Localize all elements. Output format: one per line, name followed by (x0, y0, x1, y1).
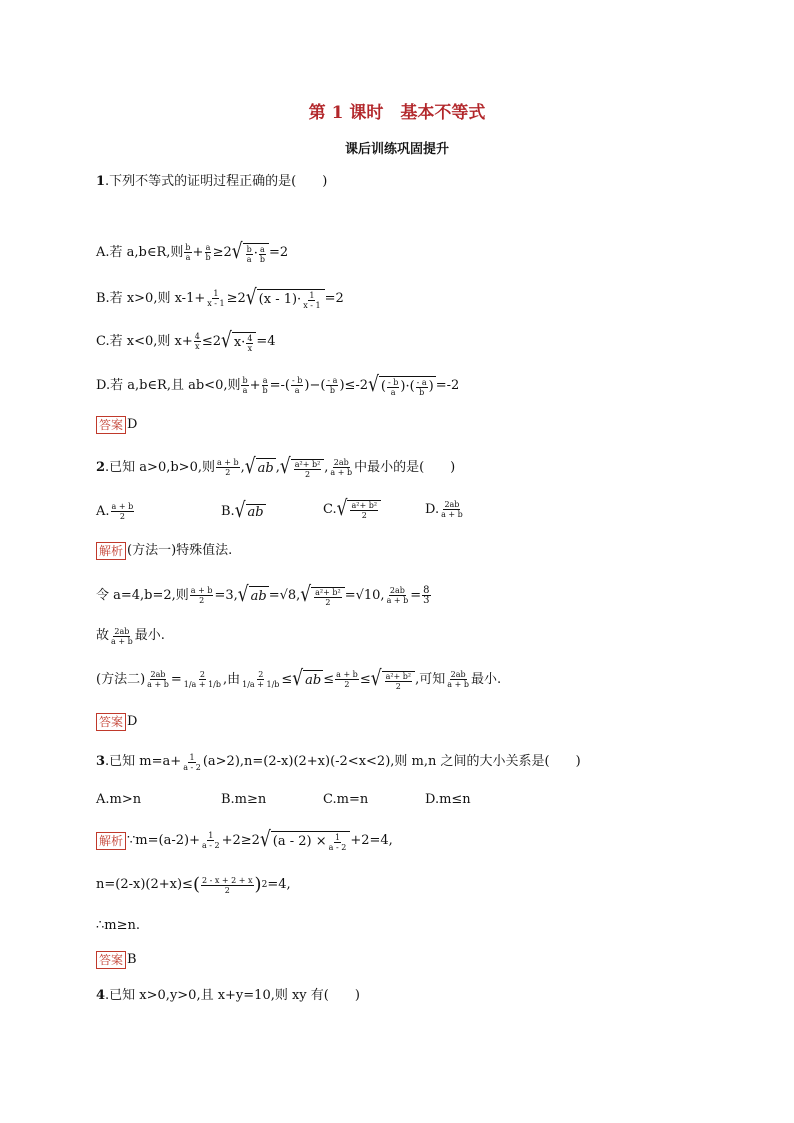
q3-number: 3 (96, 754, 106, 769)
q1-option-b: B.若 x>0,则 x-1+ $\frac{1}{x - 1}$ ≥2 √ (x - 1)· $\frac{1}{x - 1}$ =2 (96, 285, 344, 311)
sqrt: √ ab (292, 666, 322, 692)
q3-option-b-text: B.m≥n (221, 792, 267, 807)
q3-analysis-line1 (96, 829, 393, 852)
q1-option-b-text: B.若 x>0,则 x-1+ (96, 290, 206, 306)
sqrt: √ ab (237, 582, 267, 608)
q3-stem (96, 752, 581, 772)
sqrt: √ ab (234, 497, 264, 523)
answer-badge: 答案 (96, 951, 126, 969)
frac: $\frac{2}{1/a + 1/b}$ (242, 670, 280, 689)
q2-method2-tail: ,可知 (415, 671, 446, 687)
q2-number: 2 (96, 459, 106, 475)
q3-analysis-line2: n=(2-x)(2+x)≤ ( $\frac{2 - x + 2 + x}{2}$ ) 2 =4, (96, 874, 291, 895)
frac: $\frac{2ab}{a + b}$ (330, 458, 353, 477)
frac: $\frac{2ab}{a + b}$ (441, 500, 463, 519)
q1-option-a: A.若 a,b∈R,则 $\frac{b}{a}$ + $\frac{a}{b}$ ≥2 √ $\frac{b}{a}$ · $\frac{a}{b}$ =2 (96, 239, 289, 265)
q2-option-b (221, 497, 266, 523)
q3-option-a-text: A.m>n (96, 792, 142, 807)
page-title: 第 1 课时 基本不等式 (308, 103, 486, 123)
q2-stem: 2 .已知 a>0,b>0,则 $\frac{a + b}{2}$ , √ ab , √ $\frac{\text{a²+ b²}}{2}$ , $\frac{2ab}{a + b}$ 中最小的是( ) (96, 454, 456, 480)
q2-conclusion-tail: 最小. (134, 628, 165, 643)
sqrt: √ $\frac{\text{a²+ b²}}{2}$ (337, 498, 381, 520)
q2-method2-end: 最小. (470, 671, 502, 687)
q3-stem-text: .已知 m=a+ (105, 754, 182, 769)
q2-method1-text: (方法一)特殊值法. (127, 543, 233, 558)
q1-answer (96, 415, 137, 435)
frac: $\frac{8}{3}$ (423, 585, 430, 606)
sqrt: √ (x - 1)· $\frac{1}{x - 1}$ (246, 287, 325, 310)
frac: $\frac{- a}{b}$ (327, 376, 338, 395)
sqrt: √ (a - 2) × $\frac{1}{a - 2}$ (260, 829, 350, 852)
frac: $\frac{1}{a - 2}$ (183, 752, 201, 772)
frac: $\frac{a + b}{2}$ (216, 458, 239, 477)
frac: $\frac{a}{b}$ (262, 376, 268, 395)
sqrt: √ $\frac{\text{a²+ b²}}{2}$ (300, 585, 344, 607)
q3-option-b (221, 790, 266, 810)
q2-option-d (425, 500, 465, 519)
q1-option-c-text: C.若 x<0,则 x+ (96, 333, 193, 349)
q2-method2-mid: ,由 (223, 671, 241, 687)
q2-answer (96, 712, 137, 732)
frac: $\frac{a + b}{2}$ (336, 670, 358, 689)
q2-option-b-label: B. (221, 503, 235, 519)
q4-stem (96, 986, 360, 1006)
frac: $\frac{2ab}{a + b}$ (147, 670, 169, 689)
q2-option-a (96, 502, 135, 521)
frac: $\frac{2}{1/a + 1/b}$ (183, 670, 221, 689)
q3-option-c (323, 790, 368, 810)
sqrt: √ $\frac{\text{a²+ b²}}{2}$ (280, 457, 324, 479)
frac: $\frac{a}{b}$ (205, 243, 211, 262)
q2-stem-tail: 中最小的是( ) (354, 459, 456, 475)
q3-line2-tail: =4, (267, 877, 291, 892)
q1-number: 1 (96, 174, 106, 189)
analysis-badge: 解析 (96, 832, 126, 850)
q2-analysis-line1 (96, 584, 432, 607)
frac: $\frac{b}{a}$ (185, 243, 191, 262)
q2-analysis-method2: (方法二) $\frac{2ab}{a + b}$ = $\frac{2}{1/a + 1/b}$ ,由 $\frac{2}{1/a + 1/b}$ ≤ √ ab ≤ $\frac{a + b}{2}$ ≤ √ $\frac{\text{a²+ b²}}{2}$ ,可知 $\frac{2ab}{a + b}$ 最小. (96, 666, 502, 692)
q2-option-c (323, 495, 381, 521)
q1-option-a-text: A.若 a,b∈R,则 (96, 244, 184, 260)
answer-badge: 答案 (96, 713, 126, 731)
q2-answer-value: D (127, 714, 138, 729)
q1-answer-value: D (127, 417, 138, 432)
q2-stem-text: .已知 a>0,b>0,则 (105, 459, 215, 475)
q2-analysis-method1 (96, 541, 232, 561)
sqrt: √ x· $\frac{4}{x}$ (221, 330, 256, 353)
frac: $\frac{2ab}{a + b}$ (447, 670, 469, 689)
q2-option-c-label: C. (323, 501, 337, 517)
frac: $\frac{2 - x + 2 + x}{2}$ (201, 875, 253, 895)
sqrt: √ $\frac{\text{a²+ b²}}{2}$ (371, 669, 415, 691)
frac: $\frac{2ab}{a + b}$ (386, 586, 409, 605)
q3-option-d (425, 790, 471, 810)
q1-option-d-text: D.若 a,b∈R,且 ab<0,则 (96, 377, 241, 393)
q1-option-a-tail: =2 (268, 244, 289, 260)
q4-stem-text: .已知 x>0,y>0,且 x+y=10,则 xy 有( ) (105, 988, 360, 1003)
q3-answer-value: B (127, 952, 137, 967)
sqrt: √ ab (244, 454, 274, 480)
q2-option-a-label: A. (96, 504, 110, 519)
q2-line1-e: = (410, 587, 422, 603)
q2-option-d-label: D. (425, 502, 440, 517)
q3-option-c-text: C.m=n (323, 792, 369, 807)
q1-option-c-tail: =4 (256, 333, 276, 349)
frac: $\frac{- b}{a}$ (292, 376, 303, 395)
page-subtitle: 课后训练巩固提升 (344, 142, 449, 157)
frac: $\frac{1}{x - 1}$ (207, 289, 225, 308)
q1-option-b-tail: =2 (324, 290, 344, 306)
q3-option-d-text: D.m≤n (425, 792, 471, 807)
q2-line1-c: =√8, (268, 587, 301, 603)
q3-line3-text: ∴m≥n. (96, 918, 140, 933)
q3-stem-tail: (a>2),n=(2-x)(2+x)(-2<x<2),则 m,n 之间的大小关系是( ) (202, 754, 581, 769)
q1-stem (96, 172, 327, 192)
q3-line1-b: +2≥2 (221, 832, 260, 848)
q2-method2-text: (方法二) (96, 671, 146, 687)
q3-line2-text: n=(2-x)(2+x)≤ (96, 877, 193, 892)
frac: $\frac{a + b}{2}$ (190, 586, 213, 605)
frac: $\frac{1}{a - 2}$ (201, 831, 220, 850)
q4-number: 4 (96, 988, 106, 1003)
q3-analysis-line3 (96, 916, 140, 936)
q1-option-d: D.若 a,b∈R,且 ab<0,则 $\frac{b}{a}$ + $\frac{a}{b}$ =-( $\frac{- b}{a}$ )−( $\frac{- a}{b}$ )≤-2 √ ( $\frac{- b}{a}$ )·( $\frac{- a}{b}$ ) =-2 (96, 372, 460, 398)
q2-conclusion-text: 故 (96, 628, 110, 643)
q1-stem-text: .下列不等式的证明过程正确的是( ) (105, 174, 328, 189)
frac: $\frac{a + b}{2}$ (111, 502, 134, 521)
q3-answer (96, 950, 137, 970)
sqrt: √ ( $\frac{- b}{a}$ )·( $\frac{- a}{b}$ ) (368, 372, 434, 398)
q2-line1-d: =√10, (344, 587, 385, 603)
frac: $\frac{4}{x}$ (194, 332, 200, 351)
q2-conclusion (96, 626, 165, 646)
q3-line1-tail: +2=4, (350, 832, 393, 848)
q3-line1-text: ∵m=(a-2)+ (127, 832, 200, 848)
answer-badge: 答案 (96, 416, 126, 434)
q1-option-c: C.若 x<0,则 x+ $\frac{4}{x}$ ≤2 √ x· $\frac{4}{x}$ =4 (96, 328, 276, 354)
q3-option-a (96, 790, 141, 810)
q2-line1-b: =3, (214, 587, 238, 603)
analysis-badge: 解析 (96, 542, 126, 560)
q2-line1-text: 令 a=4,b=2,则 (96, 587, 189, 603)
sqrt: √ $\frac{b}{a}$ · $\frac{a}{b}$ (232, 241, 269, 264)
frac: $\frac{b}{a}$ (242, 376, 248, 395)
frac: $\frac{2ab}{a + b}$ (111, 626, 133, 646)
q1-option-d-tail: =-2 (435, 377, 460, 393)
